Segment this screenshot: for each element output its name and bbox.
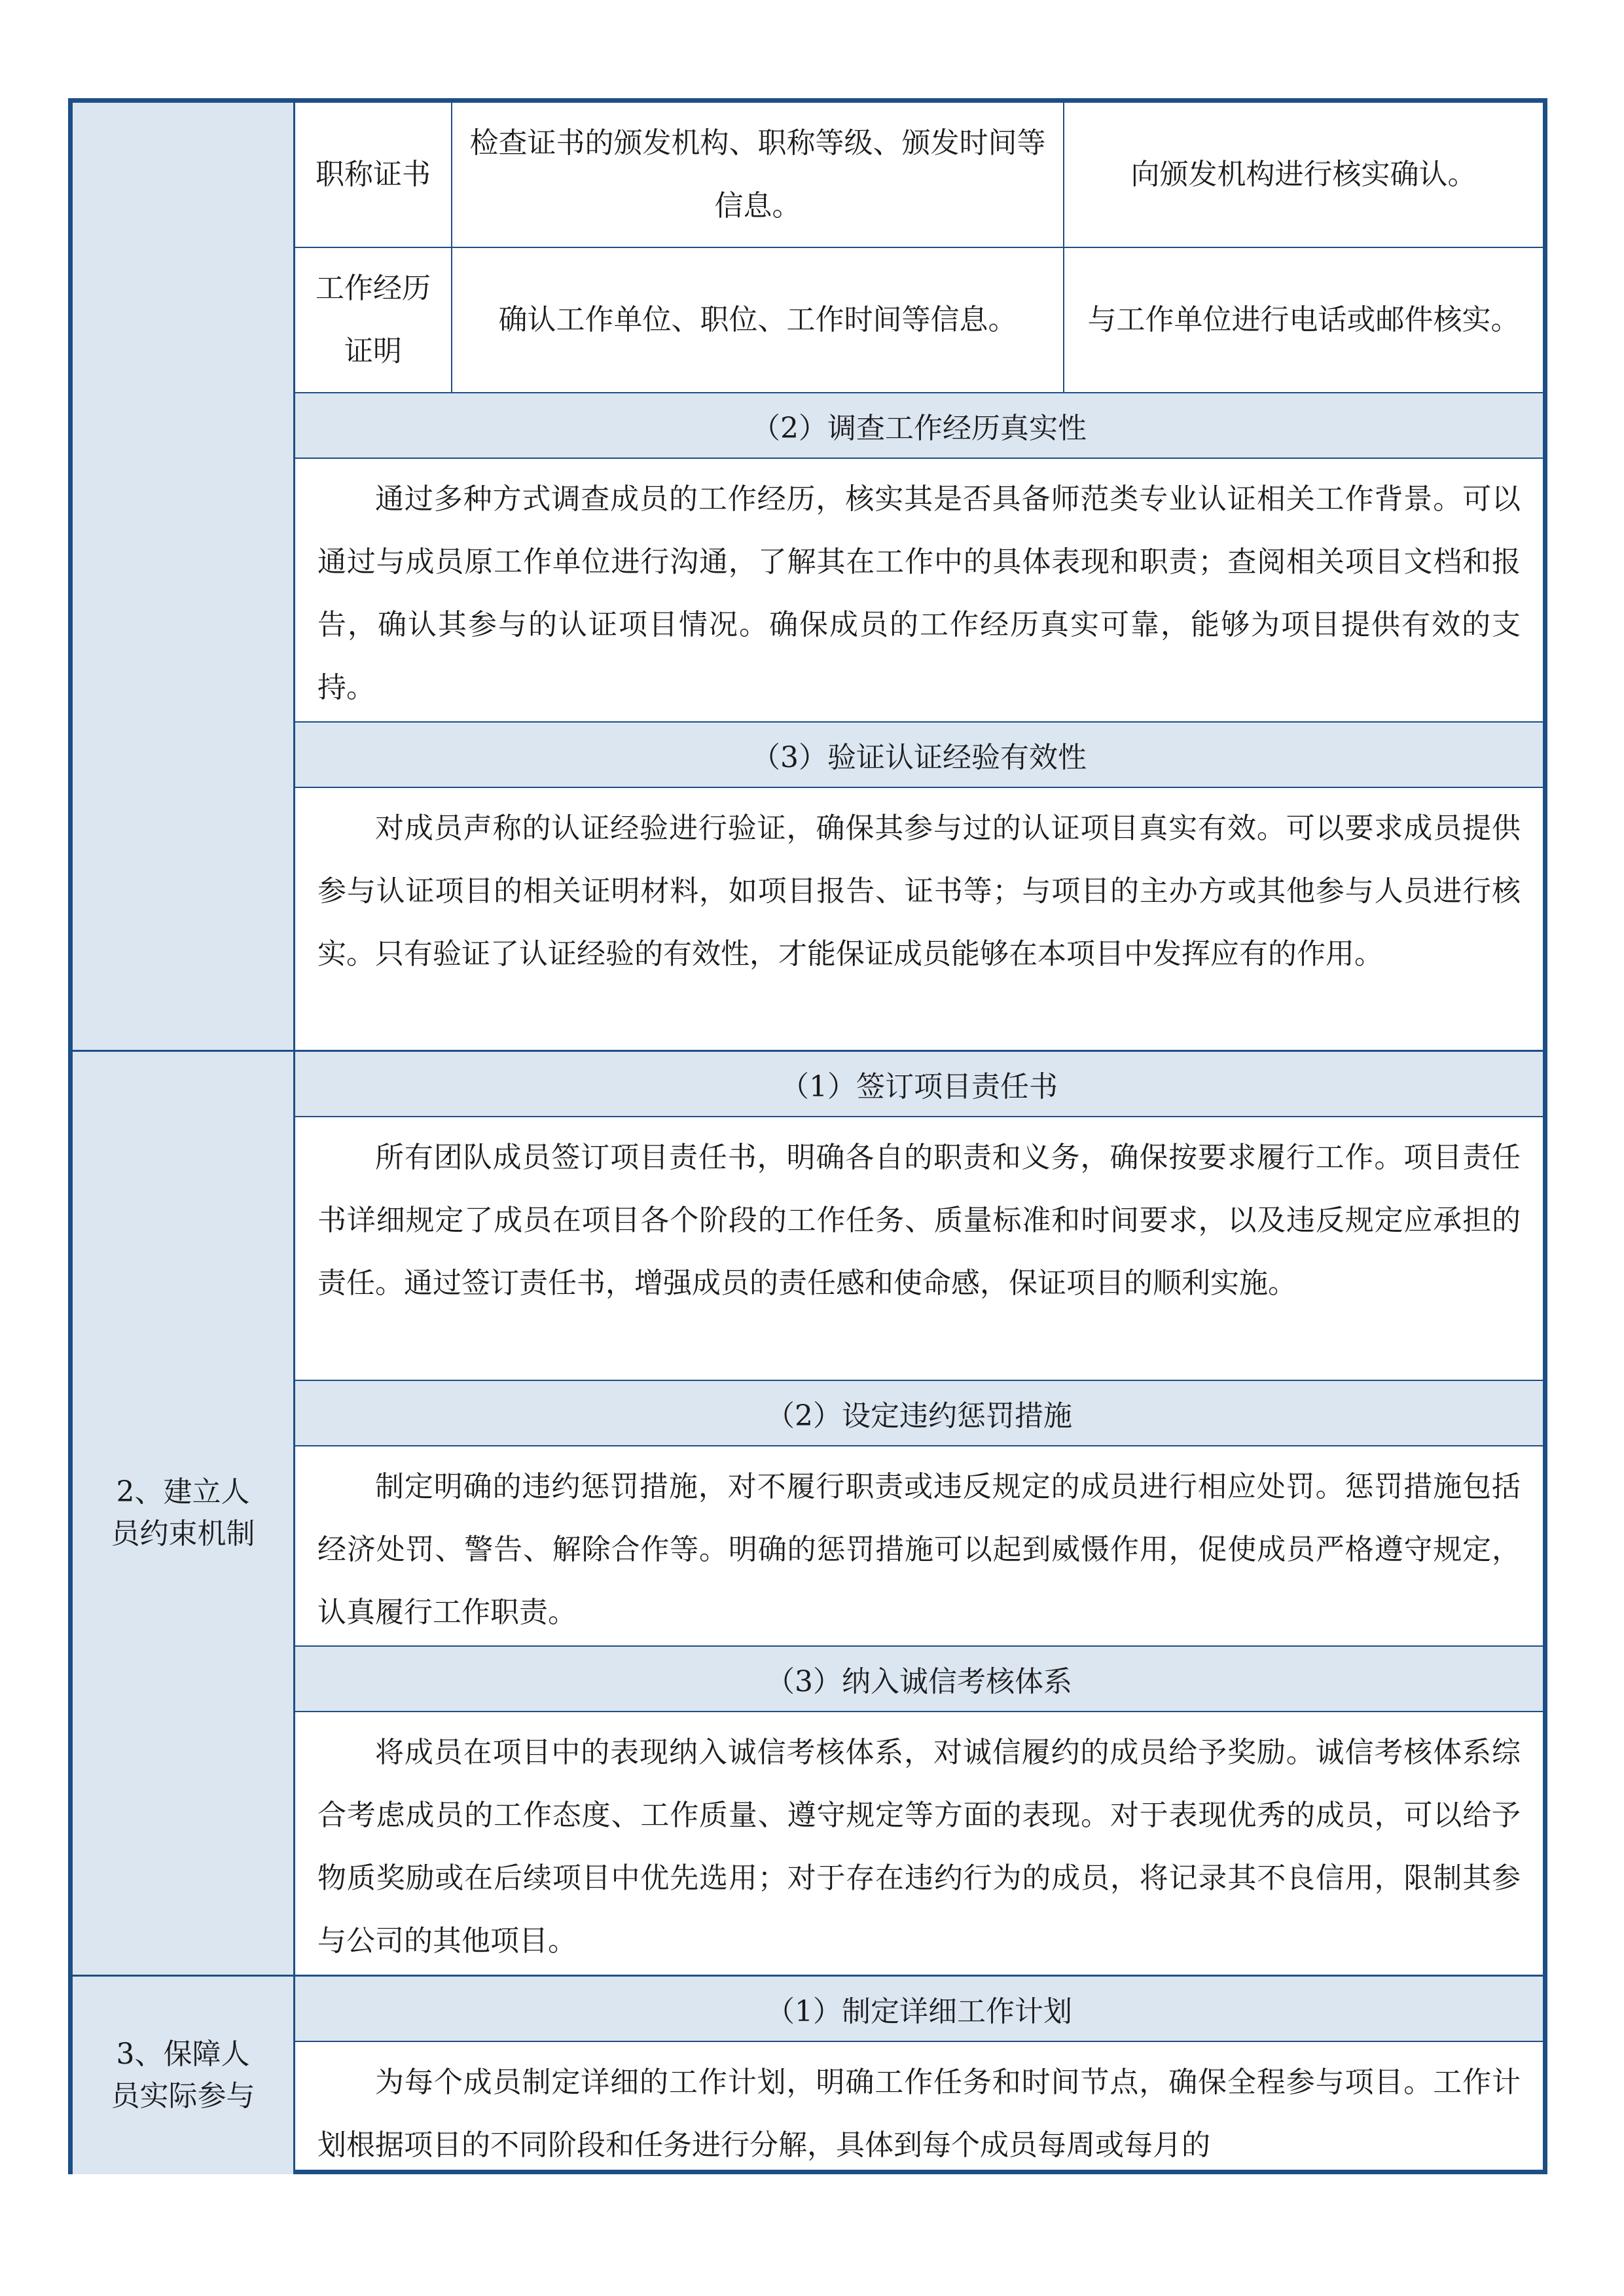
verify-method-text: 与工作单位进行电话或邮件核实。 [1087,303,1520,336]
section-heading: （1）签订项目责任书 [295,1052,1543,1117]
verify-method-cell [1064,103,1543,247]
category-label-line: 员约束机制 [111,1517,255,1551]
document-type-cell [295,248,452,392]
document-type-text: 工作经历证明 [316,272,431,368]
section-paragraph: 所有团队成员签订项目责任书，明确各自的职责和义务，确保按要求履行工作。项目责任书详细规定了成员在项目各个阶段的工作任务、质量标准和时间要求，以及违反规定应承担的责任。通过签订责任书，增强成员的责任感和使命感，保证项目的顺利实施。 [295,1117,1543,1381]
document-type-text: 职称证书 [316,158,431,191]
category-cell-1 [73,103,293,1052]
verification-row [295,248,1543,393]
verify-method-text: 向颁发机构进行核实确认。 [1130,158,1477,191]
check-content-text: 确认工作单位、职位、工作时间等信息。 [498,303,1017,336]
check-content-cell [452,103,1064,247]
section-heading: （2）调查工作经历真实性 [295,393,1543,459]
content-column [295,103,1543,2170]
section-paragraph: 对成员声称的认证经验进行验证，确保其参与过的认证项目真实有效。可以要求成员提供参与认证项目的相关证明材料，如项目报告、证书等；与项目的主办方或其他参与人员进行核实。只有验证了认证经验的有效性，才能保证成员能够在本项目中发挥应有的作用。 [295,788,1543,1052]
content-table [68,98,1547,2174]
section-paragraph: 为每个成员制定详细的工作计划，明确工作任务和时间节点，确保全程参与项目。工作计划根据项目的不同阶段和任务进行分解，具体到每个成员每周或每月的 [317,2066,1521,2162]
document-type-cell [295,103,452,247]
check-content-text: 检查证书的颁发机构、职称等级、颁发时间等信息。 [469,126,1046,223]
category-cell-3 [73,1977,293,2174]
category-label-line: 2、建立人 [116,1475,250,1509]
category-label-line: 3、保障人 [116,2037,250,2071]
section-paragraph: 将成员在项目中的表现纳入诚信考核体系，对诚信履约的成员给予奖励。诚信考核体系综合考虑成员的工作态度、工作质量、遵守规定等方面的表现。对于表现优秀的成员，可以给予物质奖励或在后续项目中优先选用；对于存在违约行为的成员，将记录其不良信用，限制其参与公司的其他项目。 [295,1712,1543,1977]
check-content-cell [452,248,1064,392]
section-heading: （3）验证认证经验有效性 [295,723,1543,788]
verify-method-cell [1064,248,1543,392]
section-paragraph: 制定明确的违约惩罚措施，对不履行职责或违反规定的成员进行相应处罚。惩罚措施包括经济处罚、警告、解除合作等。明确的惩罚措施可以起到威慑作用，促使成员严格遵守规定，认真履行工作职责。 [295,1446,1543,1647]
category-column [73,103,295,2170]
section-paragraph: 通过多种方式调查成员的工作经历，核实其是否具备师范类专业认证相关工作背景。可以通过与成员原工作单位进行沟通，了解其在工作中的具体表现和职责；查阅相关项目文档和报告，确认其参与的认证项目情况。确保成员的工作经历真实可靠，能够为项目提供有效的支持。 [295,459,1543,723]
section-heading: （3）纳入诚信考核体系 [295,1647,1543,1712]
category-cell-2 [73,1052,293,1977]
verification-row [295,103,1543,248]
section-heading: （2）设定违约惩罚措施 [295,1381,1543,1446]
section-heading: （1）制定详细工作计划 [295,1977,1543,2042]
category-label-line: 员实际参与 [111,2079,255,2113]
